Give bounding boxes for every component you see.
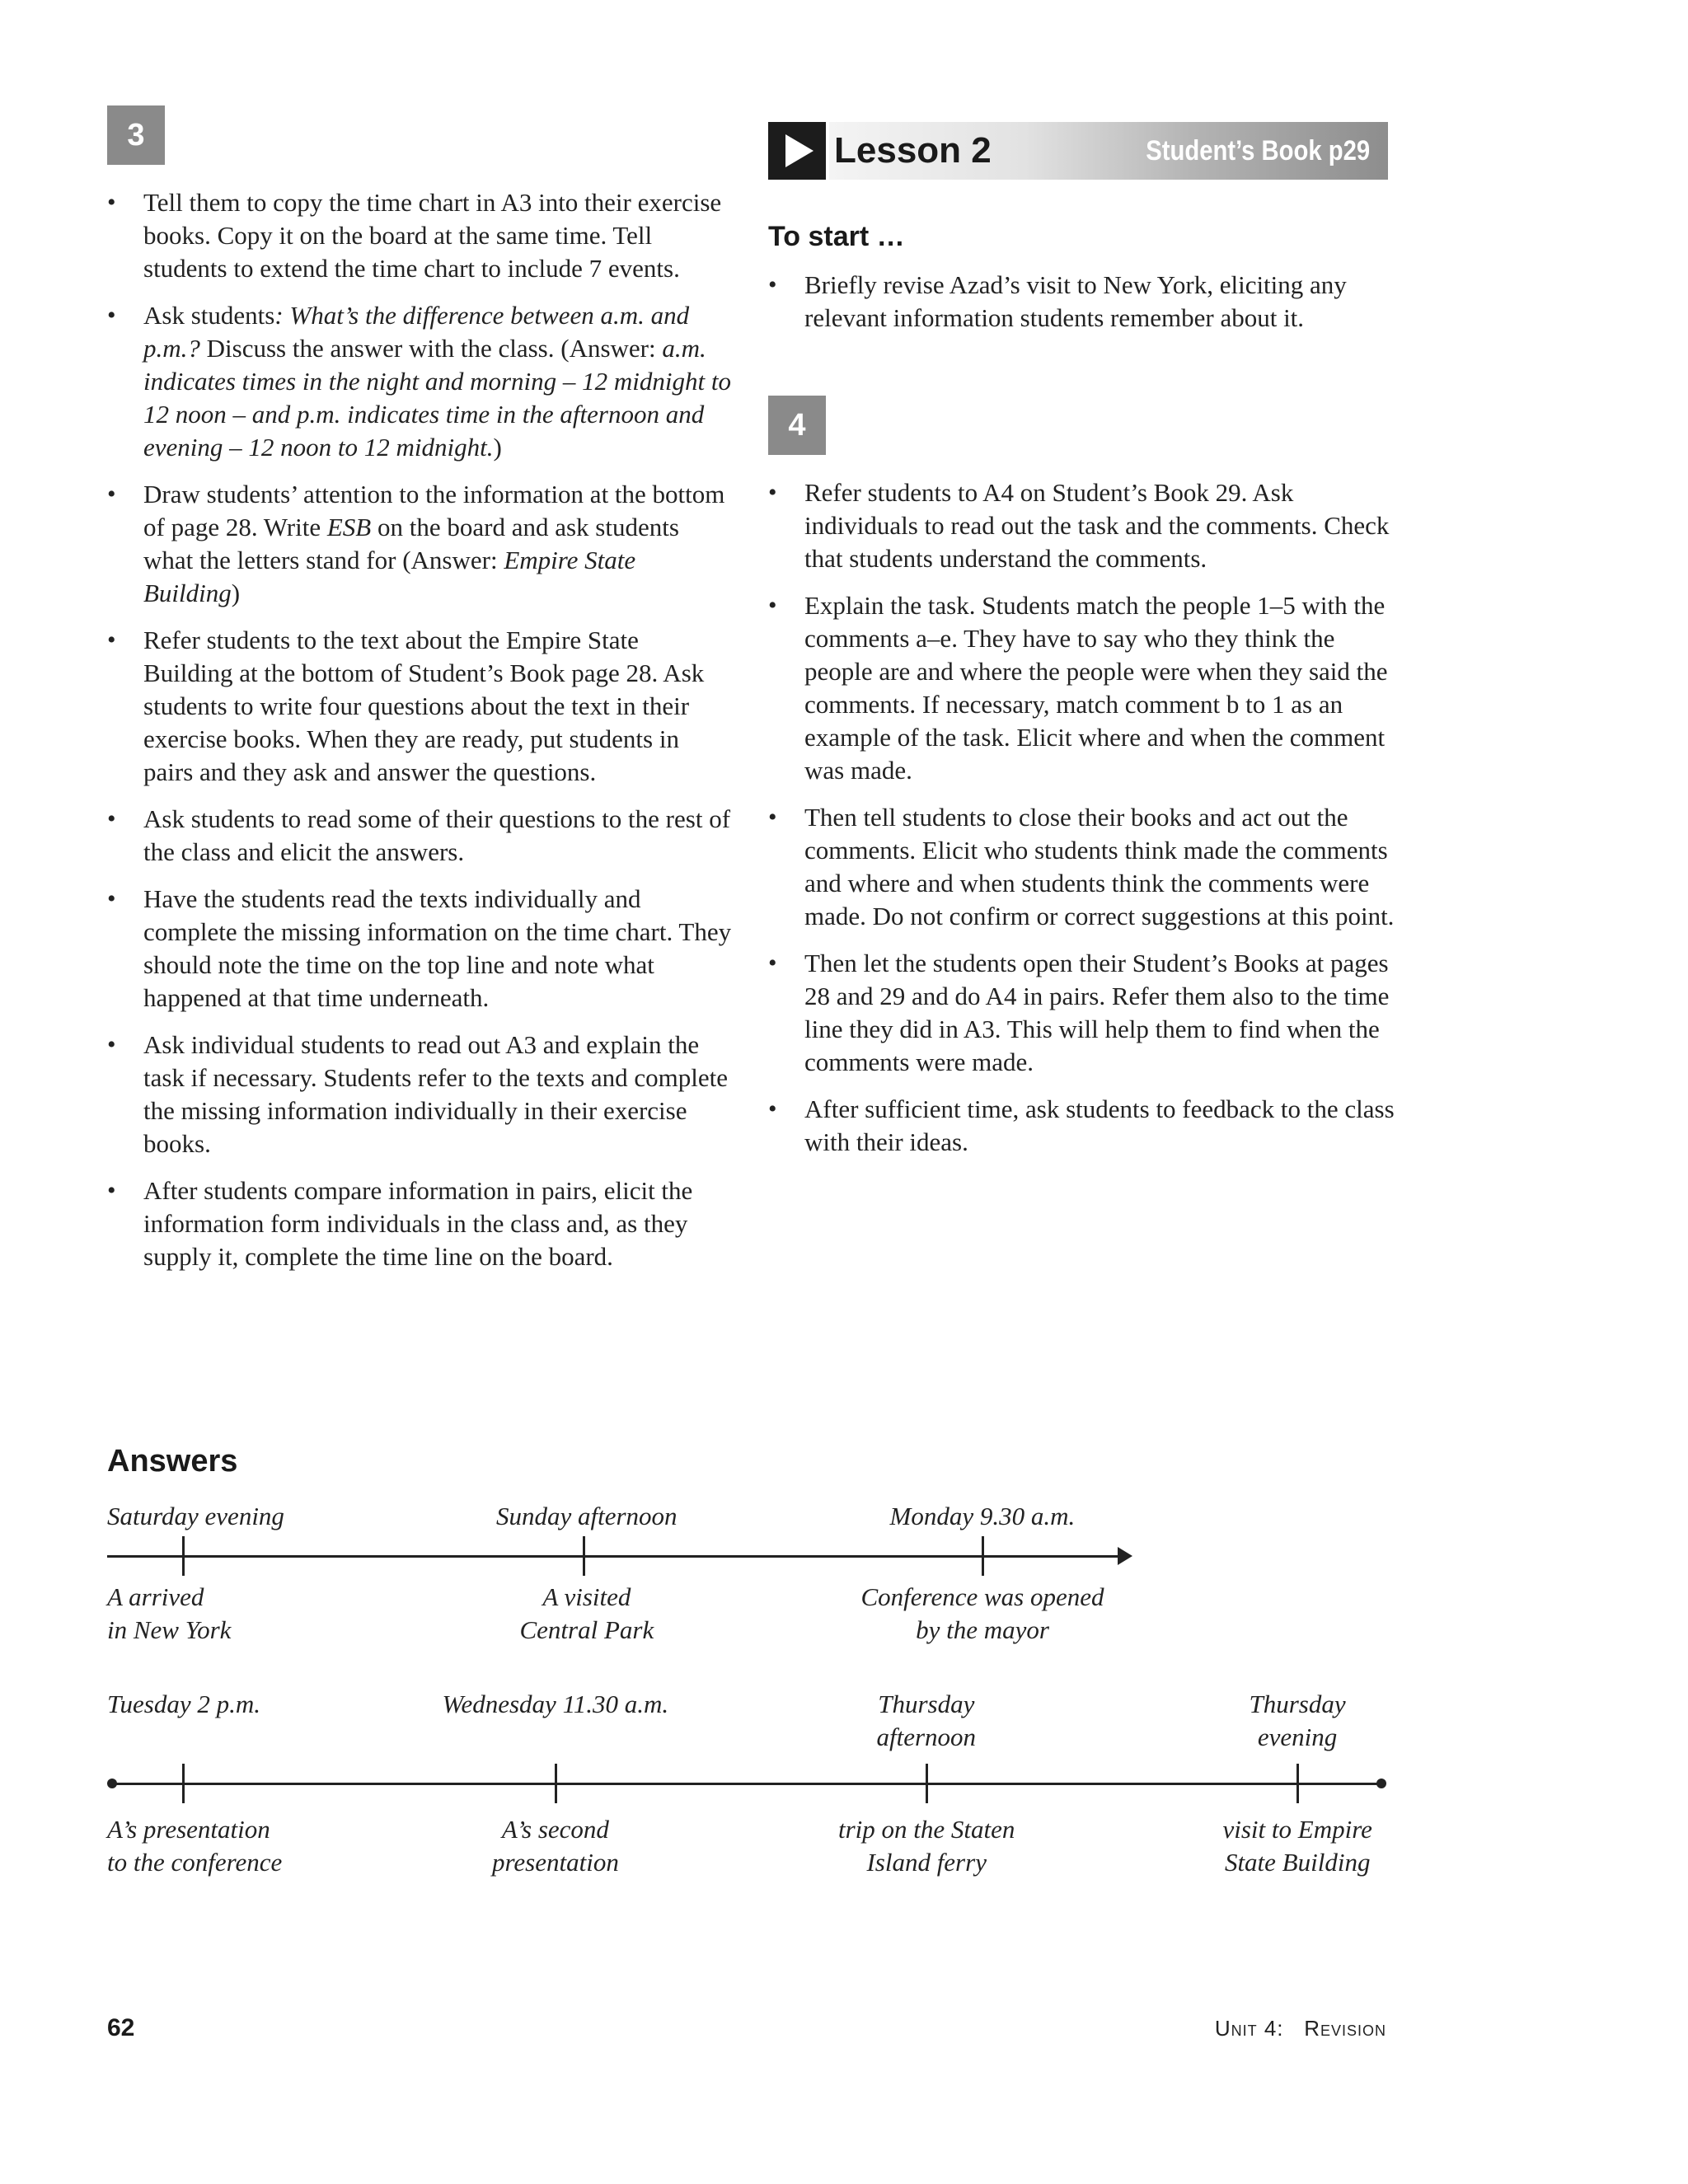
timeline-1-axis — [107, 1555, 1121, 1558]
bullet-item — [107, 186, 734, 285]
timeline-1-event: Conference was opened by the mayor — [860, 1582, 1104, 1644]
body-text: Ask students — [143, 301, 275, 330]
section-4-badge: 4 — [768, 396, 826, 455]
timeline-2-event: trip on the Staten Island ferry — [838, 1815, 1015, 1877]
body-text: Refer students to the text about the Empire State Building at the bottom of Student’s Book page 28. Ask students to write four questions about the text in their exercise books. When they are ready, put students in pairs and they ask and answer the questions. — [143, 626, 705, 786]
arrow-icon — [1118, 1547, 1132, 1565]
italic-text: Empire State Building — [143, 546, 636, 607]
timeline-2-tick — [926, 1764, 928, 1803]
bullet-item — [107, 299, 734, 464]
timeline-2-event: visit to Empire State Building — [1222, 1815, 1372, 1877]
timeline-2-event: A’s second presentation — [492, 1815, 619, 1877]
timeline-2-time: Tuesday 2 p.m. — [107, 1690, 260, 1718]
body-text: After students compare information in pairs, elicit the information form individuals in the class and, as they supply it, complete the time line on the board. — [143, 1176, 693, 1271]
body-text: Then tell students to close their books and act out the comments. Elicit who students think made the comments and where and when students think the comments were made. Do not confirm or correct suggestions at this point. — [804, 803, 1395, 930]
to-start-list — [768, 269, 1395, 349]
body-text: Then let the students open their Student’s Books at pages 28 and 29 and do A4 in pairs. Refer them also to the time line they did in A3. This will help them to find when the comments were made. — [804, 949, 1390, 1076]
timeline-2-time: Thursday afternoon — [876, 1690, 977, 1751]
body-text: Briefly revise Azad’s visit to New York, eliciting any relevant information students remember about it. — [804, 270, 1347, 332]
answers-heading: Answers — [107, 1444, 238, 1479]
timeline-1-time: Saturday evening — [107, 1502, 284, 1530]
timeline-2-tick — [182, 1764, 185, 1803]
to-start-heading: To start … — [768, 221, 905, 252]
bullet-item — [768, 1093, 1395, 1159]
timeline-2-axis — [112, 1783, 1381, 1785]
body-text: Draw students’ attention to the information at the bottom of page 28. Write — [143, 480, 725, 541]
left-column — [107, 105, 734, 1271]
body-text: Refer students to A4 on Student’s Book 29. Ask individuals to read out the task and the comments. Check that students understand the comments. — [804, 478, 1390, 573]
page-number: 62 — [107, 2014, 135, 2041]
timeline-2-tick — [555, 1764, 557, 1803]
body-text: on the board and ask students what the letters stand for (Answer: — [143, 513, 679, 574]
timeline-1-tick — [982, 1536, 984, 1576]
timeline-1-tick — [182, 1536, 185, 1576]
bullet-item — [107, 478, 734, 610]
timeline-1-time: Monday 9.30 a.m. — [889, 1502, 1076, 1530]
timeline-2-time: Thursday evening — [1249, 1690, 1346, 1751]
unit-footer — [1215, 2016, 1386, 2041]
body-text: After sufficient time, ask students to feedback to the class with their ideas. — [804, 1094, 1395, 1156]
lesson-title: Lesson 2 — [834, 130, 992, 171]
bullet-item — [107, 883, 734, 1015]
italic-text: : What’s the difference between a.m. and p.m.? — [143, 301, 690, 363]
section-4-list — [768, 476, 1395, 1173]
timeline-2-tick — [1296, 1764, 1299, 1803]
bullet-item — [768, 269, 1395, 335]
timeline-1-event: A visited Central Park — [519, 1582, 654, 1644]
timeline-1-time: Sunday afternoon — [496, 1502, 678, 1530]
body-text: ) — [231, 579, 241, 607]
play-icon — [768, 122, 826, 180]
bullet-item — [107, 803, 734, 869]
section-3-badge: 3 — [107, 105, 165, 165]
body-text: Ask students to read some of their questions to the rest of the class and elicit the answers. — [143, 804, 731, 866]
timeline-2-time: Wednesday 11.30 a.m. — [442, 1690, 669, 1718]
bullet-item — [107, 1029, 734, 1160]
body-text: Ask individual students to read out A3 and explain the task if necessary. Students refer to the texts and complete the missing information individually in their exercise books. — [143, 1030, 729, 1158]
body-text: Discuss the answer with the class. (Answer: — [199, 334, 663, 363]
bullet-item — [768, 589, 1395, 787]
bullet-item — [107, 1174, 734, 1273]
body-text: Explain the task. Students match the people 1–5 with the comments a–e. They have to say who they think the people are and where the people were when they said the comments. If necessary, match comment b to 1 as an example of the task. Elicit where and when the comment was made. — [804, 591, 1388, 785]
body-text: Have the students read the texts individually and complete the missing information on the time chart. They should note the time on the top line and note what happened at that time underneath. — [143, 884, 732, 1012]
italic-text: a.m. indicates times in the night and morning – 12 midnight to 12 noon – and p.m. indicates time in the afternoon and evening – 12 noon to 12 midnight. — [143, 334, 731, 462]
timeline-start-dot — [107, 1779, 117, 1788]
timeline-end-dot — [1376, 1779, 1386, 1788]
body-text: Tell them to copy the time chart in A3 into their exercise books. Copy it on the board at the same time. Tell students to extend the time chart to include 7 events. — [143, 188, 722, 283]
bullet-item — [768, 947, 1395, 1079]
timeline-1-tick — [583, 1536, 585, 1576]
bullet-item — [768, 801, 1395, 933]
body-text: ) — [493, 433, 502, 462]
bullet-item — [768, 476, 1395, 575]
unit-name: Revision — [1304, 2016, 1386, 2041]
italic-text: ESB — [326, 513, 372, 541]
timeline-2-event: A’s presentation to the conference — [107, 1815, 283, 1877]
book-reference: Student’s Book p29 — [1146, 134, 1370, 166]
unit-label: Unit 4: — [1214, 2016, 1284, 2041]
bullet-item — [107, 624, 734, 789]
lesson-bar — [829, 122, 1388, 180]
lesson-header — [768, 122, 1388, 180]
timeline-1-event: A arrived in New York — [107, 1582, 232, 1644]
section-3-list — [107, 186, 734, 1287]
